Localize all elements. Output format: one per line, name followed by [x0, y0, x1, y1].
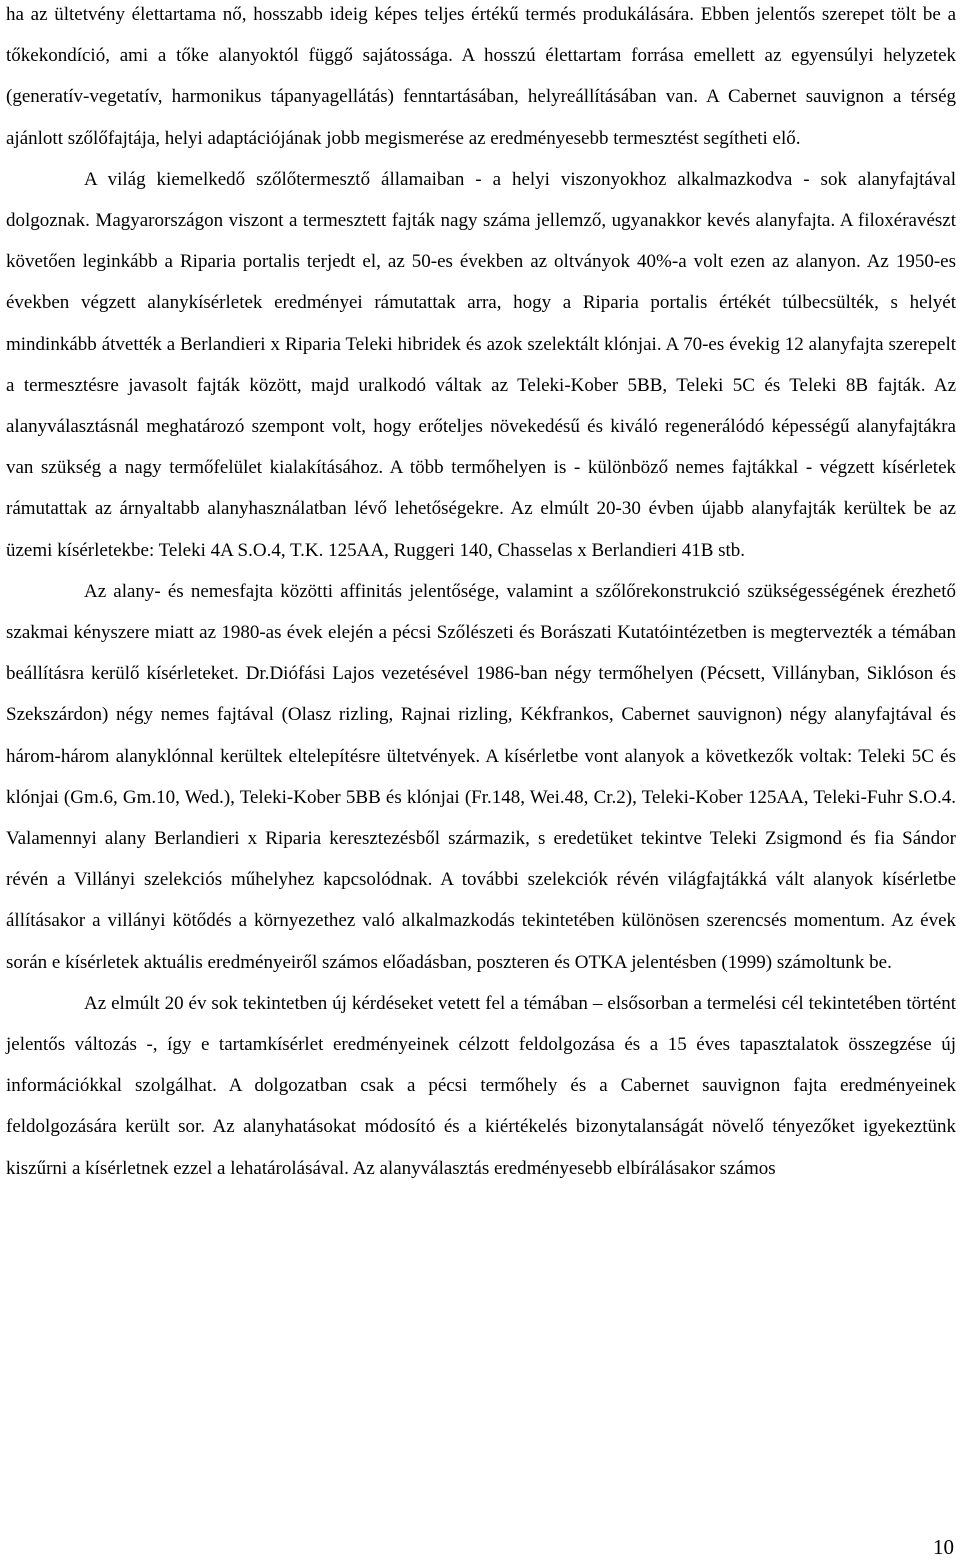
document-page	[6, 0, 956, 1189]
sentence: Magyarországon viszont a termesztett fajták nagy száma jellemző, ugyanakkor kevés alanyfajta.	[95, 210, 836, 232]
sentence: Az alany- és nemesfajta közötti affinitás jelentősége, valamint a szőlőrekonstrukció szükségességének érezhető szakmai kényszere miatt az 1980-as évek elején a pécsi Szőlészeti és Borászati Kutatóintézetben is megtervezték a témában beállításra kerülő kísérleteket.	[6, 580, 956, 685]
sentence: ha az ültetvény élettartama nő, hosszabb ideig képes teljes értékű termés produkálására.	[6, 4, 695, 25]
sentence: A filoxéravészt követően leginkább a Riparia portalis terjedt el, az 50-es években az oltványok 40%-a volt ezen az alanyon.	[6, 210, 957, 273]
sentence: Dr.Diófási Lajos vezetésével 1986-ban négy termőhelyen (Pécsett, Villányban, Siklóson és Szekszárdon) négy nemes fajtával (Olasz rizling, Rajnai rizling, Kékfrankos, Cabernet sauvignon) négy alanyfajtával és három-három alanyklónnal kerültek eltelepítésre ültetvények.	[6, 663, 956, 767]
sentence: A hosszú élettartam forrása emellett az egyensúlyi helyzetek (generatív-vegetatív, harmonikus tápanyagellátás) fenntartásában, helyreállításában van.	[6, 45, 957, 108]
sentence: Az évek során e kísérletek aktuális eredményeiről számos előadásban, poszteren és OTKA jelentésben (1999) számoltunk be.	[6, 910, 957, 973]
sentence: Ebben jelentős szerepet tölt be a tőkekondíció, ami a tőke alanyoktól függő sajátossága.	[6, 4, 956, 67]
sentence: Az alanyhatásokat módosító és a kiértékelés bizonytalanságát növelő tényezőket igyekeztünk kiszűrni a kísérletnek ezzel a lehatárolásával.	[6, 1116, 956, 1179]
page-number: 10	[933, 1535, 954, 1559]
paragraph-4	[6, 983, 956, 1189]
sentence: Az elmúlt 20-30 évben újabb alanyfajták kerültek be az üzemi kísérletekbe: Teleki 4A S.O.4, T.K. 125AA, Ruggeri 140, Chasselas x Berlandieri 41B stb.	[6, 498, 956, 561]
sentence: Az 1950-es években végzett alanykísérletek eredményei rámutattak arra, hogy a Riparia portalis értékét túlbecsülték, s helyét mindinkább átvették a Berlandieri x Riparia Teleki hibridek és azok szelektált klónjai.	[6, 251, 957, 355]
sentence: A több termőhelyen is - különböző nemes fajtákkal - végzett kísérletek rámutattak az árnyaltabb alanyhasználatban lévő lehetőségekre.	[6, 457, 957, 520]
sentence: Valamennyi alany Berlandieri x Riparia keresztezésből származik, s eredetüket tekintve Teleki Zsigmond és fia Sándor révén a Villányi szelekciós műhelyhez kapcsolódnak.	[6, 828, 956, 891]
sentence: A további szelekciók révén világfajtákká vált alanyok kísérletbe állításakor a villányi kötődés a környezethez való alkalmazkodás tekintetében különösen szerencsés momentum.	[6, 869, 957, 932]
sentence: A kísérletbe vont alanyok a következők voltak: Teleki 5C és klónjai (Gm.6, Gm.10, Wed.), Teleki-Kober 5BB és klónjai (Fr.148, Wei.48, Cr.2), Teleki-Kober 125AA, Teleki-Fuhr S.O.4.	[6, 745, 956, 808]
sentence: Az alanyválasztás eredményesebb elbírálásakor számos	[352, 1157, 776, 1179]
sentence: A világ kiemelkedő szőlőtermesztő államaiban - a helyi viszonyokhoz alkalmazkodva - sok alanyfajtával dolgoznak.	[6, 168, 956, 232]
sentence: A 70-es évekig 12 alanyfajta szerepelt a termesztésre javasolt fajták között, majd uralkodó váltak az Teleki-Kober 5BB, Teleki 5C és Teleki 8B fajták.	[6, 333, 957, 396]
sentence: A dolgozatban csak a pécsi termőhely és a Cabernet sauvignon fajta eredményeinek feldolgozására került sor.	[6, 1075, 956, 1138]
paragraph-2	[6, 159, 956, 571]
paragraph-1	[6, 0, 956, 159]
paragraph-3	[6, 571, 956, 983]
sentence: Az alanyválasztásnál meghatározó szempont volt, hogy erőteljes növekedésű és kiváló regenerálódó képességű alanyfajtákra van szükség a nagy termőfelület kialakításához.	[6, 374, 957, 479]
sentence: A Cabernet sauvignon a térség ajánlott szőlőfajtája, helyi adaptációjának jobb megismerése az eredményesebb termesztést segítheti elő.	[6, 86, 957, 149]
sentence: Az elmúlt 20 év sok tekintetben új kérdéseket vetett fel a témában – elsősorban a termelési cél tekintetében történt jelentős változás -, így e tartamkísérlet eredményeinek célzott feldolgozása és a 15 éves tapasztalatok összegzése új információkkal szolgálhat.	[6, 992, 956, 1097]
